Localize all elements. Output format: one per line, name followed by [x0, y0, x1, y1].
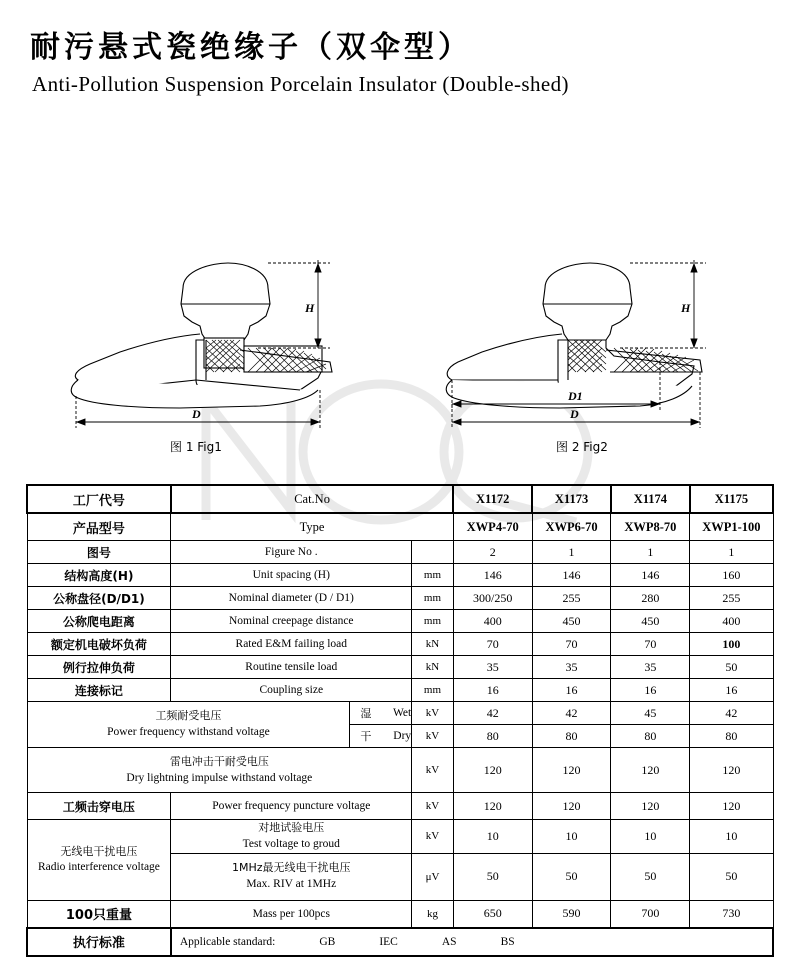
cell-nomdia-v3: 280 [611, 587, 690, 610]
figure2-caption: 图 2 Fig2 [556, 440, 608, 454]
cell-routine-v3: 35 [611, 656, 690, 679]
cell-nomdia-v1: 300/250 [453, 587, 532, 610]
cell-typelabel-zh: 产品型号 [27, 513, 171, 541]
cell-typeval-4: XWP1-100 [690, 513, 773, 541]
cell-riv-mhz-en: Max. RIV at 1MHz [246, 878, 337, 891]
cell-pfwithstand-en: Power frequency withstand voltage [107, 726, 270, 739]
cell-standard-zh: 执行标准 [27, 928, 171, 956]
table-row-ratedload [27, 633, 773, 656]
fig2-dim-d: D [570, 407, 579, 421]
cell-pf-wet-v3: 45 [611, 702, 690, 725]
cell-impulse-v3: 120 [611, 748, 690, 793]
cell-puncture-v1: 120 [453, 793, 532, 820]
cell-riv-ground-label [171, 820, 412, 854]
cell-figureno-v2: 1 [532, 541, 611, 564]
table-row-standard [27, 928, 773, 956]
cell-impulse-v2: 120 [532, 748, 611, 793]
cell-mass-v1: 650 [453, 900, 532, 928]
cell-unitspacing-zh: 结构高度(H) [27, 564, 171, 587]
cell-routine-v1: 35 [453, 656, 532, 679]
cell-figureno-zh: 图号 [27, 541, 171, 564]
cell-pfwithstand-zh: 工频耐受电压 [155, 709, 222, 723]
cell-ratedload-unit: kN [412, 633, 454, 656]
cell-typeval-2: XWP6-70 [532, 513, 611, 541]
cell-riv-ground-unit: kV [412, 820, 454, 854]
cell-typeval-3: XWP8-70 [611, 513, 690, 541]
cell-unitspacing-v3: 146 [611, 564, 690, 587]
cell-pf-dry-v1: 80 [453, 725, 532, 748]
table-row-catno [27, 485, 773, 513]
cell-catno-en: Cat.No [171, 485, 453, 513]
cell-ratedload-zh: 额定机电破坏负荷 [27, 633, 171, 656]
figure-area [0, 230, 800, 470]
cell-type-x1175: X1175 [690, 485, 773, 513]
cell-creepage-v3: 450 [611, 610, 690, 633]
standard-option-gb[interactable]: GB [319, 935, 336, 948]
cell-pf-dry-en: Dry [393, 730, 412, 742]
cell-riv-mhz-v1: 50 [453, 853, 532, 900]
cell-riv-mhz-label [171, 853, 412, 900]
cell-riv-label [27, 820, 171, 901]
cell-impulse-unit: kV [412, 748, 454, 793]
cell-mass-en: Mass per 100pcs [171, 900, 412, 928]
cell-impulse-v4: 120 [690, 748, 773, 793]
table-row-puncture [27, 793, 773, 820]
cell-coupling-v1: 16 [453, 679, 532, 702]
table-row-impulse [27, 748, 773, 793]
cell-creepage-unit: mm [412, 610, 454, 633]
figure1-caption: 图 1 Fig1 [170, 440, 222, 454]
table-row-type [27, 513, 773, 541]
cell-puncture-v3: 120 [611, 793, 690, 820]
cell-routine-zh: 例行拉伸负荷 [27, 656, 171, 679]
cell-routine-en: Routine tensile load [171, 656, 412, 679]
cell-impulse-zh: 雷电冲击干耐受电压 [169, 754, 269, 768]
cell-unitspacing-unit: mm [412, 564, 454, 587]
fig2-dim-h: H [681, 301, 691, 315]
table-row-creepage [27, 610, 773, 633]
cell-riv-mhz-v4: 50 [690, 853, 773, 900]
cell-puncture-v4: 120 [690, 793, 773, 820]
cell-pf-dry-names [350, 725, 412, 748]
insulator-drawings [0, 230, 800, 470]
fig1-dim-h: H [305, 301, 315, 315]
cell-riv-mhz-v2: 50 [532, 853, 611, 900]
cell-figureno-v3: 1 [611, 541, 690, 564]
cell-routine-v2: 35 [532, 656, 611, 679]
cell-type-x1172: X1172 [453, 485, 532, 513]
cell-creepage-v1: 400 [453, 610, 532, 633]
fig2-dim-d1: D1 [568, 389, 583, 403]
cell-riv-ground-v2: 10 [532, 820, 611, 854]
cell-figureno-v4: 1 [690, 541, 773, 564]
cell-ratedload-en: Rated E&M failing load [171, 633, 412, 656]
standard-label: Applicable standard: [179, 935, 276, 948]
cell-type-x1173: X1173 [532, 485, 611, 513]
cell-typelabel-en: Type [171, 513, 453, 541]
standard-option-iec[interactable]: IEC [379, 935, 398, 948]
cell-figureno-en: Figure No . [171, 541, 412, 564]
table-row-nominaldiameter [27, 587, 773, 610]
cell-coupling-zh: 连接标记 [27, 679, 171, 702]
specification-table [26, 484, 774, 957]
standard-option-bs[interactable]: BS [500, 935, 515, 948]
cell-puncture-v2: 120 [532, 793, 611, 820]
cell-creepage-zh: 公称爬电距离 [27, 610, 171, 633]
cell-pf-wet-v2: 42 [532, 702, 611, 725]
table-row-riv-ground [27, 820, 773, 854]
cell-pfwithstand-label [27, 702, 350, 748]
cell-creepage-v2: 450 [532, 610, 611, 633]
cell-routine-unit: kN [412, 656, 454, 679]
cell-ratedload-v1: 70 [453, 633, 532, 656]
cell-mass-v2: 590 [532, 900, 611, 928]
cell-puncture-unit: kV [412, 793, 454, 820]
cell-riv-mhz-zh: 1MHz最无线电干扰电压 [232, 861, 351, 875]
table-row-unitspacing [27, 564, 773, 587]
table-row-mass [27, 900, 773, 928]
cell-pf-wet-zh: 湿 [360, 707, 372, 720]
cell-pf-dry-v4: 80 [690, 725, 773, 748]
cell-riv-zh: 无线电干扰电压 [60, 844, 138, 858]
cell-riv-ground-v4: 10 [690, 820, 773, 854]
cell-catno-zh: 工厂代号 [27, 485, 171, 513]
cell-unitspacing-en: Unit spacing (H) [171, 564, 412, 587]
cell-riv-ground-zh: 对地试验电压 [258, 821, 325, 834]
table-row-figureno [27, 541, 773, 564]
cell-pf-dry-unit: kV [412, 725, 454, 748]
cell-impulse-en: Dry lightning impulse withstand voltage [126, 771, 313, 784]
cell-pf-dry-v2: 80 [532, 725, 611, 748]
cell-ratedload-v2: 70 [532, 633, 611, 656]
cell-impulse-label [27, 748, 412, 793]
cell-pf-wet-v1: 42 [453, 702, 532, 725]
cell-pf-dry-zh: 干 [360, 730, 372, 743]
cell-pf-wet-unit: kV [412, 702, 454, 725]
table-row-couplingsize [27, 679, 773, 702]
cell-nomdia-v4: 255 [690, 587, 773, 610]
cell-puncture-en: Power frequency puncture voltage [171, 793, 412, 820]
page-title-english: Anti-Pollution Suspension Porcelain Insulator (Double-shed) [32, 72, 569, 96]
cell-mass-zh: 100只重量 [27, 900, 171, 928]
cell-puncture-zh: 工频击穿电压 [27, 793, 171, 820]
cell-unitspacing-v2: 146 [532, 564, 611, 587]
cell-coupling-unit: mm [412, 679, 454, 702]
cell-riv-ground-v3: 10 [611, 820, 690, 854]
cell-nomdia-v2: 255 [532, 587, 611, 610]
cell-impulse-v1: 120 [453, 748, 532, 793]
cell-pf-wet-en: Wet [392, 707, 412, 719]
cell-coupling-en: Coupling size [171, 679, 412, 702]
cell-pf-dry-v3: 80 [611, 725, 690, 748]
cell-creepage-v4: 400 [690, 610, 773, 633]
table-row-pf-wet [27, 702, 773, 725]
cell-coupling-v4: 16 [690, 679, 773, 702]
page-title-chinese: 耐污悬式瓷绝缘子（双伞型） [30, 30, 472, 65]
cell-mass-unit: kg [412, 900, 454, 928]
cell-mass-v3: 700 [611, 900, 690, 928]
cell-coupling-v2: 16 [532, 679, 611, 702]
cell-riv-en: Radio interference voltage [37, 861, 160, 874]
cell-nomdia-zh: 公称盘径(D/D1) [27, 587, 171, 610]
cell-figureno-unit [412, 541, 454, 564]
cell-riv-mhz-v3: 50 [611, 853, 690, 900]
cell-pf-wet-names [350, 702, 412, 725]
cell-unitspacing-v1: 146 [453, 564, 532, 587]
cell-coupling-v3: 16 [611, 679, 690, 702]
cell-figureno-v1: 2 [453, 541, 532, 564]
cell-riv-mhz-unit: μV [412, 853, 454, 900]
cell-unitspacing-v4: 160 [690, 564, 773, 587]
cell-riv-ground-v1: 10 [453, 820, 532, 854]
cell-ratedload-v3: 70 [611, 633, 690, 656]
standard-option-as[interactable]: AS [441, 935, 457, 948]
cell-routine-v4: 50 [690, 656, 773, 679]
cell-pf-wet-v4: 42 [690, 702, 773, 725]
cell-ratedload-v4: 100 [690, 633, 773, 656]
cell-standard-options [171, 928, 773, 956]
cell-nomdia-unit: mm [412, 587, 454, 610]
cell-nomdia-en: Nominal diameter (D / D1) [171, 587, 412, 610]
cell-riv-ground-en: Test voltage to groud [242, 837, 340, 850]
cell-typeval-1: XWP4-70 [453, 513, 532, 541]
cell-type-x1174: X1174 [611, 485, 690, 513]
cell-mass-v4: 730 [690, 900, 773, 928]
table-row-routinetensile [27, 656, 773, 679]
fig1-dim-d: D [192, 407, 201, 421]
cell-creepage-en: Nominal creepage distance [171, 610, 412, 633]
